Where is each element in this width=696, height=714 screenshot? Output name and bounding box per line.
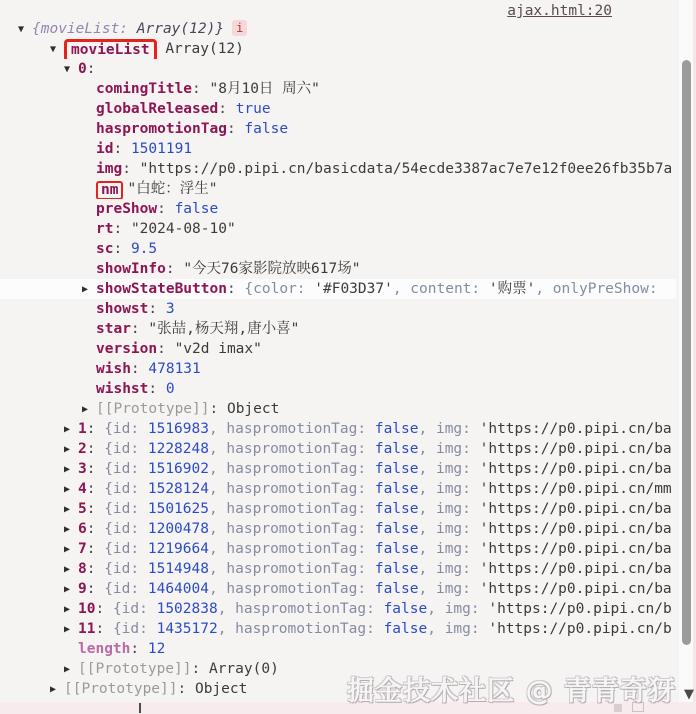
expand-arrow-icon[interactable]: ▶: [64, 544, 71, 555]
img-value: 'https://p0.pipi.cn/ba: [479, 561, 672, 577]
expand-arrow-icon[interactable]: ▶: [50, 684, 57, 695]
prop-row-showInfo[interactable]: showInfo: "今天76家影院放映617场": [96, 261, 361, 277]
prop-row-haspromotionTag[interactable]: haspromotionTag: false: [96, 121, 289, 137]
watermark-text: 掘金技术社区 @ 青青奇犽: [347, 676, 676, 707]
expand-arrow-icon[interactable]: ▼: [18, 24, 25, 35]
property-key: comingTitle: [96, 81, 193, 97]
img-value: 'https://p0.pipi.cn/b: [488, 621, 672, 637]
array-index: 9: [78, 581, 87, 597]
property-key: wish: [96, 361, 131, 377]
expand-arrow-icon[interactable]: ▼: [50, 44, 57, 55]
array-index: 4: [78, 481, 87, 497]
property-value: "张喆,杨天翔,唐小喜": [148, 321, 300, 337]
property-value: "8月10日 周六": [209, 81, 320, 97]
id-value: 1228248: [147, 441, 209, 457]
property-value: 12: [147, 641, 166, 657]
prop-row-globalReleased[interactable]: globalReleased: true: [96, 101, 271, 117]
horizontal-scrollbar-thumb[interactable]: [139, 703, 141, 713]
expand-arrow-icon[interactable]: ▶: [64, 624, 71, 635]
property-value: 478131: [148, 361, 201, 377]
array-index: 5: [78, 501, 87, 517]
property-value: false: [174, 201, 219, 217]
property-key: star: [96, 321, 131, 337]
expand-arrow-icon[interactable]: ▶: [64, 444, 71, 455]
prop-row-rt[interactable]: rt: "2024-08-10": [96, 221, 236, 237]
preview-color-value: '#F03D37': [314, 281, 393, 297]
expand-arrow-icon[interactable]: ▶: [82, 404, 89, 415]
array-index: 6: [78, 521, 87, 537]
property-value: 1501191: [130, 141, 193, 157]
array-index: 0: [78, 61, 87, 77]
img-value: 'https://p0.pipi.cn/ba: [479, 461, 672, 477]
property-key: globalReleased: [96, 101, 219, 117]
property-key: showInfo: [96, 261, 166, 277]
expand-arrow-icon[interactable]: ▶: [64, 464, 71, 475]
property-key: haspromotionTag: [96, 121, 227, 137]
property-value: "今天76家影院放映617场": [183, 261, 361, 277]
array-item-row-6[interactable]: ▶ 6: {id: 1200478, haspromotionTag: false, img: 'https://p0.pipi.cn/ba: [0, 519, 676, 539]
array-item-row-11[interactable]: ▶ 11: {id: 1435172, haspromotionTag: false, img: 'https://p0.pipi.cn/b: [0, 619, 676, 639]
property-value: 9.5: [130, 241, 158, 257]
expand-arrow-icon[interactable]: ▶: [64, 524, 71, 535]
tree-row-item-0[interactable]: ▼ 0:: [0, 59, 676, 79]
array-item-row-4[interactable]: ▶ 4: {id: 1528124, haspromotionTag: false, img: 'https://p0.pipi.cn/mm: [0, 479, 676, 499]
array-index: 1: [78, 421, 87, 437]
log-entry-header[interactable]: [0, 19, 676, 39]
prototype-value: Object: [194, 681, 248, 697]
property-key: sc: [96, 241, 114, 257]
property-value: "白蛇：浮生": [127, 181, 218, 197]
prop-row-comingTitle[interactable]: comingTitle: "8月10日 周六": [96, 81, 320, 97]
annotation-red-box: [64, 39, 157, 59]
prop-row-img[interactable]: img: "https://p0.pipi.cn/basicdata/54ecde3387ac7e7e12f0ee26fb35b7a: [96, 161, 673, 177]
info-icon[interactable]: i: [232, 20, 247, 36]
prototype-key: [[Prototype]]: [64, 681, 178, 697]
prototype-value: Object: [226, 401, 280, 417]
array-index: 2: [78, 441, 87, 457]
array-item-row-3[interactable]: ▶ 3: {id: 1516902, haspromotionTag: false, img: 'https://p0.pipi.cn/ba: [0, 459, 676, 479]
property-key: nm: [101, 182, 119, 198]
prototype-value: Array(0): [208, 661, 279, 677]
property-key: img: [96, 161, 123, 177]
prop-row-version[interactable]: version: "v2d imax": [96, 341, 262, 357]
property-value: "v2d imax": [174, 341, 262, 357]
array-item-row-10[interactable]: ▶ 10: {id: 1502838, haspromotionTag: false, img: 'https://p0.pipi.cn/b: [0, 599, 676, 619]
prop-row-wishst[interactable]: wishst: 0: [96, 381, 175, 397]
prop-row-showStateButton[interactable]: ▶ showStateButton: {color: '#F03D37', content: '购票', onlyPreShow:: [0, 279, 676, 299]
id-value: 1435172: [156, 621, 218, 637]
id-value: 1200478: [147, 521, 209, 537]
array-item-row-8[interactable]: ▶ 8: {id: 1514948, haspromotionTag: false, img: 'https://p0.pipi.cn/ba: [0, 559, 676, 579]
img-value: 'https://p0.pipi.cn/ba: [479, 441, 672, 457]
property-value: true: [235, 101, 271, 117]
img-value: 'https://p0.pipi.cn/ba: [479, 501, 672, 517]
id-value: 1514948: [147, 561, 209, 577]
img-value: 'https://p0.pipi.cn/ba: [479, 581, 672, 597]
expand-arrow-icon[interactable]: ▶: [64, 484, 71, 495]
id-value: 1502838: [156, 601, 218, 617]
prop-row-id[interactable]: id: 1501191: [96, 141, 193, 157]
console-source-link[interactable]: ajax.html:20: [507, 3, 612, 19]
prototype-row-item0[interactable]: ▶ [[Prototype]]: Object: [0, 399, 676, 419]
id-value: 1516902: [147, 461, 209, 477]
array-item-row-1[interactable]: ▶ 1: {id: 1516983, haspromotionTag: false, img: 'https://p0.pipi.cn/ba: [0, 419, 676, 439]
property-value: 3: [165, 301, 175, 317]
expand-arrow-icon[interactable]: ▶: [64, 564, 71, 575]
prop-row-showst[interactable]: showst: 3: [96, 301, 175, 317]
property-key: wishst: [96, 381, 149, 397]
array-index: 7: [78, 541, 87, 557]
prototype-key: [[Prototype]]: [78, 661, 192, 677]
id-value: 1501625: [147, 501, 209, 517]
property-value: Array(12): [165, 41, 244, 57]
console-object-tree: [0, 19, 676, 699]
img-value: 'https://p0.pipi.cn/ba: [479, 421, 672, 437]
img-value: 'https://p0.pipi.cn/ba: [479, 541, 672, 557]
property-value: 0: [165, 381, 175, 397]
object-preview-value: Array(12)}: [136, 21, 225, 37]
property-key: showStateButton: [96, 281, 227, 297]
property-key: id: [96, 141, 114, 157]
expand-arrow-icon[interactable]: ▶: [82, 284, 89, 295]
array-item-row-9[interactable]: ▶ 9: {id: 1464004, haspromotionTag: false, img: 'https://p0.pipi.cn/ba: [0, 579, 676, 599]
array-item-row-5[interactable]: ▶ 5: {id: 1501625, haspromotionTag: false, img: 'https://p0.pipi.cn/ba: [0, 499, 676, 519]
expand-arrow-icon[interactable]: ▶: [64, 604, 71, 615]
img-value: 'https://p0.pipi.cn/mm: [479, 481, 672, 497]
expand-arrow-icon[interactable]: ▶: [64, 584, 71, 595]
preview-content-value: '购票': [488, 281, 536, 297]
expand-arrow-icon[interactable]: ▶: [64, 424, 71, 435]
annotation-red-box: [96, 181, 123, 199]
id-value: 1516983: [147, 421, 209, 437]
watermark-arrow-icon: ▼: [684, 687, 694, 702]
prop-row-wish[interactable]: wish: 478131: [96, 361, 201, 377]
expand-arrow-icon[interactable]: ▶: [64, 664, 71, 675]
array-index: 8: [78, 561, 87, 577]
expand-arrow-icon[interactable]: ▼: [64, 64, 71, 75]
array-length-row[interactable]: length: 12: [78, 641, 166, 657]
prop-row-nm[interactable]: [0, 179, 676, 199]
property-key: showst: [96, 301, 149, 317]
vertical-scrollbar-thumb[interactable]: [682, 60, 691, 645]
prop-row-star[interactable]: star: "张喆,杨天翔,唐小喜": [96, 321, 300, 337]
prototype-row-array[interactable]: ▶ [[Prototype]]: Array(0): [0, 659, 676, 679]
tree-row-movielist[interactable]: [0, 39, 676, 59]
property-value: "https://p0.pipi.cn/basicdata/54ecde3387ac7e7e12f0ee26fb35b7a: [139, 161, 673, 177]
array-index: 11: [78, 621, 96, 637]
array-index: 3: [78, 461, 87, 477]
array-item-row-2[interactable]: ▶ 2: {id: 1228248, haspromotionTag: false, img: 'https://p0.pipi.cn/ba: [0, 439, 676, 459]
expand-arrow-icon[interactable]: ▶: [64, 504, 71, 515]
property-key: length: [78, 641, 131, 657]
prototype-row-object[interactable]: ▶ [[Prototype]]: Object: [0, 679, 676, 699]
img-value: 'https://p0.pipi.cn/b: [488, 601, 672, 617]
property-key: preShow: [96, 201, 158, 217]
img-value: 'https://p0.pipi.cn/ba: [479, 521, 672, 537]
id-value: 1464004: [147, 581, 209, 597]
id-value: 1219664: [147, 541, 209, 557]
property-key: rt: [96, 221, 114, 237]
prop-row-preShow[interactable]: preShow: false: [96, 201, 219, 217]
property-key: version: [96, 341, 158, 357]
prototype-key: [[Prototype]]: [96, 401, 210, 417]
array-index: 10: [78, 601, 96, 617]
array-item-row-7[interactable]: ▶ 7: {id: 1219664, haspromotionTag: false, img: 'https://p0.pipi.cn/ba: [0, 539, 676, 559]
property-value: false: [244, 121, 289, 137]
property-value: "2024-08-10": [130, 221, 236, 237]
prop-row-sc[interactable]: sc: 9.5: [96, 241, 158, 257]
object-preview-key: {movieList:: [32, 21, 129, 37]
id-value: 1528124: [147, 481, 209, 497]
property-key: movieList: [71, 42, 150, 58]
